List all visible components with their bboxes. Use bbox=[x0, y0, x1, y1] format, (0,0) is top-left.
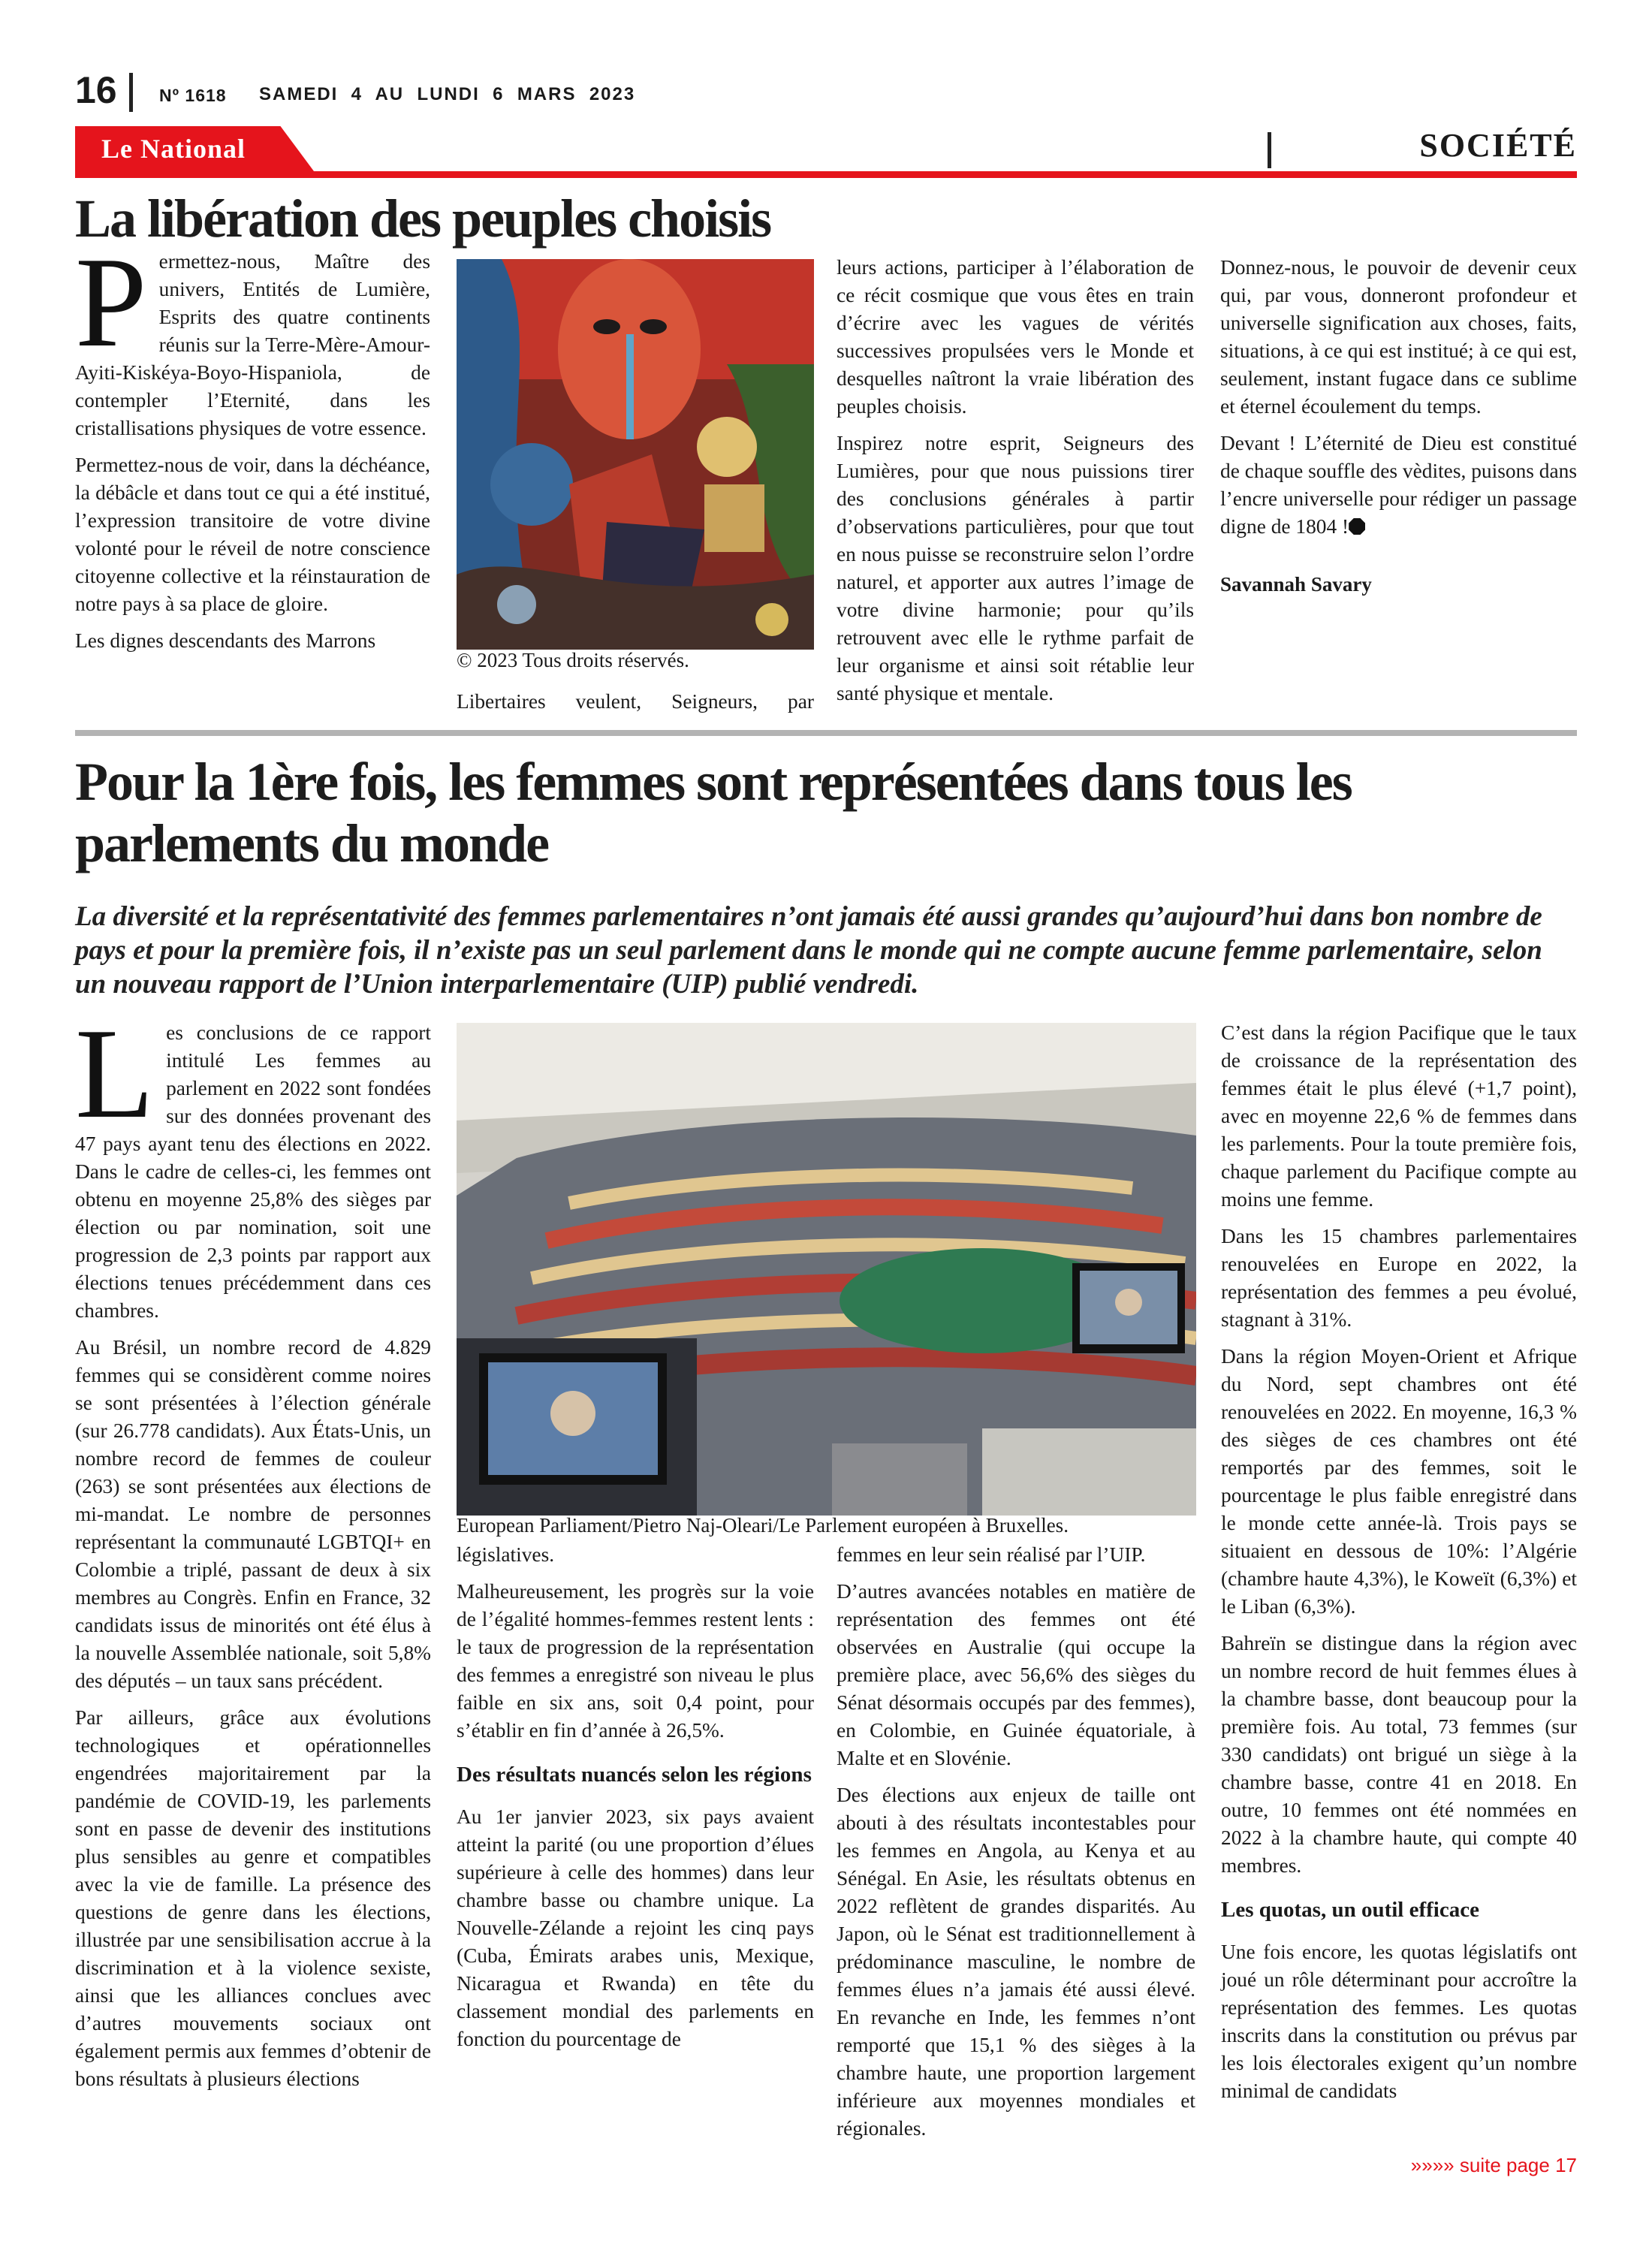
author-name: Savannah Savary bbox=[1220, 573, 1372, 596]
article1-title: La libération des peuples choisis bbox=[75, 189, 771, 249]
article2-column-1: Les conclusions de ce rapport intitulé Les femmes au parlement en 2022 sont fondées sur des données provenant des 47 pays ayant tenu des élections en 2022. Dans le cadre de celles-ci, les femmes ont obtenu en moyenne 25,8% des sièges par élection ou par nomination, soit une progression de 2,3 points par rapport aux élections tenues précédemment dans ces chambres. Au Brésil, un nombre record de 4.829 femmes qui se considèrent comme noires se sont présentées à l’élection générale (sur 26.778 candidats). Aux États-Unis, un nombre record de femmes de couleur (263) se sont présentées aux élections de mi-mandat. Le nombre de personnes représentant la communauté LGBTQI+ en Colombie a triplé, passant de deux à six membres au Congrès. Enfin en France, 32 candidats issus de minorités ont été élus à la nouvelle Assemblée nationale, soit 5,8% des députés – un taux sans précédent. Par ailleurs, grâce aux évolutions technologiques et opérationnelles engendrées majoritairement par la pandémie de COVID-19, les parlements sont en passe de devenir des institutions plus sensibles au genre et compatibles avec la vie de famille. La présence des questions de genre dans les élections, illustrée par une sensibilisation accrue à la discrimination et à la violence sexiste, ainsi que les alliances conclues avec d’autres mouvements sociaux ont également permis aux femmes d’obtenir de bons résultats à plusieurs élections bbox=[75, 1003, 431, 2090]
article1-column-2: Libertaires veulent, Seigneurs, par bbox=[457, 690, 814, 713]
article2-title: Pour la 1ère fois, les femmes sont représentées dans tous les parlements du monde bbox=[75, 752, 1352, 873]
article1-column-4: Donnez-nous, le pouvoir de devenir ceux qui, par vous, donneront profondeur et universelle signification aux choses, faits, situations, à ce qui est institué; à ce qui est, seulement, instant fugace dans ce sublime et éternel écoulement du temps. Devant ! L’éternité de Dieu est constitué de chaque souffle des vèdites, puisons dans l’encre universelle pour rédiger un passage digne de 1804 ! Savannah Savary bbox=[1220, 254, 1577, 599]
page-number: 16 bbox=[75, 69, 117, 111]
issue-number: Nº 1618 bbox=[159, 86, 227, 105]
article2-lede: La diversité et la représentativité des femmes parlementaires n’ont jamais été aussi grandes qu’aujourd’hui dans bon nombre de pays et pour la première fois, il n’existe pas un seul parlement dans le monde qui ne compte aucune femme parlementaire, selon un nouveau rapport de l’Union interparlementaire (UIP) publié vendredi. bbox=[75, 901, 1542, 1000]
brand-name: Le National bbox=[101, 134, 246, 164]
header-divider bbox=[129, 73, 133, 112]
subheading-regions: Des résultats nuancés selon les régions bbox=[457, 1763, 812, 1787]
article1-artwork bbox=[457, 259, 814, 650]
section-title: SOCIÉTÉ bbox=[1419, 127, 1577, 164]
photo-caption: European Parliament/Pietro Naj-Oleari/Le Parlement européen à Bruxelles. bbox=[457, 1514, 1069, 1537]
drop-cap: L bbox=[75, 1003, 155, 1145]
article2-column-2: législatives. Malheureusement, les progrès sur la voie de l’égalité hommes-femmes restent lents : le taux de progression de la représentation des femmes a enregistré son niveau le plus faible en six ans, soit 0,4 point, pour s’établir en fin d’année à 26,5%. Des résultats nuancés selon les régions Au 1er janvier 2023, six pays avaient atteint la parité (ou une proportion d’élues supérieure à celle des hommes) dans leur chambre basse ou chambre unique. La Nouvelle-Zélande a rejoint les cinq pays (Cuba, Émirats arabes unis, Mexique, Nicaragua et Rwanda) en tête du classement mondial des parlements en fonction du pourcentage de bbox=[457, 1543, 814, 2050]
article1-image-caption: © 2023 Tous droits réservés. bbox=[457, 649, 689, 671]
header-rule bbox=[75, 171, 1577, 178]
article2-column-4: C’est dans la région Pacifique que le taux de croissance de la représentation des femmes était le plus élevé (+1,7 point), avec en moyenne 22,6 % de femmes dans les parlements. Pour la toute première fois, chaque parlement du Pacifique compte au moins une femme. Dans les 15 chambres parlementaires renouvelées en Europe en 2022, la représentation des femmes a peu évolué, stagnant à 31%. Dans la région Moyen-Orient et Afrique du Nord, sept chambres ont été renouvelées en 2022. En moyenne, 16,3 % des sièges de ces chambres ont été remportés par des femmes, soit le pourcentage le plus faible enregistré dans le monde cette année-là. Trois pays se situaient en dessous de 10%: l’Algérie (chambre haute 4,3%), le Koweït (6,3%) et le Liban (6,3%). Bahreïn se distingue dans la région avec un nombre record de huit femmes élues à la chambre basse, dont beaucoup pour la première fois. Au total, 73 femmes (sur 330 candidats) ont brigué un siège à la chambre basse, contre 41 en 2018. En outre, 10 femmes ont été nommées en 2022 à la chambre haute, qui compte 40 membres. Les quotas, un outil efficace Une fois encore, les quotas législatifs ont joué un rôle déterminant pour accroître la représentation des femmes. Les quotas inscrits dans la constitution ou prévus par les lois électorales exigent qu’un nombre minimal de candidats bbox=[1221, 1021, 1577, 2102]
end-mark-icon bbox=[1349, 518, 1365, 535]
parliament-photo bbox=[457, 1023, 1196, 1516]
article1-column-3: leurs actions, participer à l’élaboration de ce récit cosmique que vous êtes en train d’écrire avec les vagues de vérités successives propulsées vers le Monde et desquelles naîtront la vraie libération des peuples choisis. Inspirez notre esprit, Seigneurs des Lumières, pour que nous puissions tirer des conclusions générales à partir d’observations particulières, pour que tout en nous puisse se reconstruire selon l’ordre naturel, et apporter aux autres l’image de votre divine harmonie; pour qu’ils retrouvent avec elle le rythme parfait de leur organisme et ainsi soit rétablie leur santé physique et mentale. bbox=[837, 256, 1194, 704]
issue-date: SAMEDI 4 AU LUNDI 6 MARS 2023 bbox=[259, 84, 636, 104]
subheading-quotas: Les quotas, un outil efficace bbox=[1221, 1898, 1479, 1922]
article2-column-3: femmes en leur sein réalisé par l’UIP. D’autres avancées notables en matière de représentation des femmes ont été observées en Australie (qui occupe la première place, avec 56,6% des sièges du Sénat désormais occupés par des femmes), en Colombie, en Guinée équatoriale, à Malte et en Slovénie. Des élections aux enjeux de taille ont abouti à des résultats incontestables pour les femmes en Angola, au Kenya et au Sénégal. En Asie, les résultats obtenus en 2022 reflètent de grandes disparités. Au Japon, où le Sénat est traditionnellement à prédominance masculine, le nombre de femmes élues n’a jamais été aussi élevé. En revanche en Inde, les femmes n’ont remporté que 15,1 % des sièges à la chambre haute, une proportion largement inférieure aux moyennes mondiales et régionales. bbox=[837, 1543, 1195, 2140]
continued-link[interactable]: »»»» suite page 17 bbox=[1410, 2154, 1577, 2176]
drop-cap: P bbox=[75, 231, 147, 374]
article-separator bbox=[75, 730, 1577, 736]
article1-column-1: Permettez-nous, Maître des univers, Entités de Lumière, Esprits des quatre continents réunis sur la Terre-Mère-Amour-Ayiti-Kiskéya-Boyo-Hispaniola, de contempler l’Eternité, dans les cristallisations physiques de votre essence. Permettez-nous de voir, dans la déchéance, la débâcle et dans tout ce qui a été institué, l’expression transitoire de votre divine volonté pour le réveil de notre conscience citoyenne collective et la réinstauration de notre pays à sa place de gloire. Les dignes descendants des Marrons bbox=[75, 231, 430, 652]
section-divider bbox=[1268, 132, 1271, 168]
